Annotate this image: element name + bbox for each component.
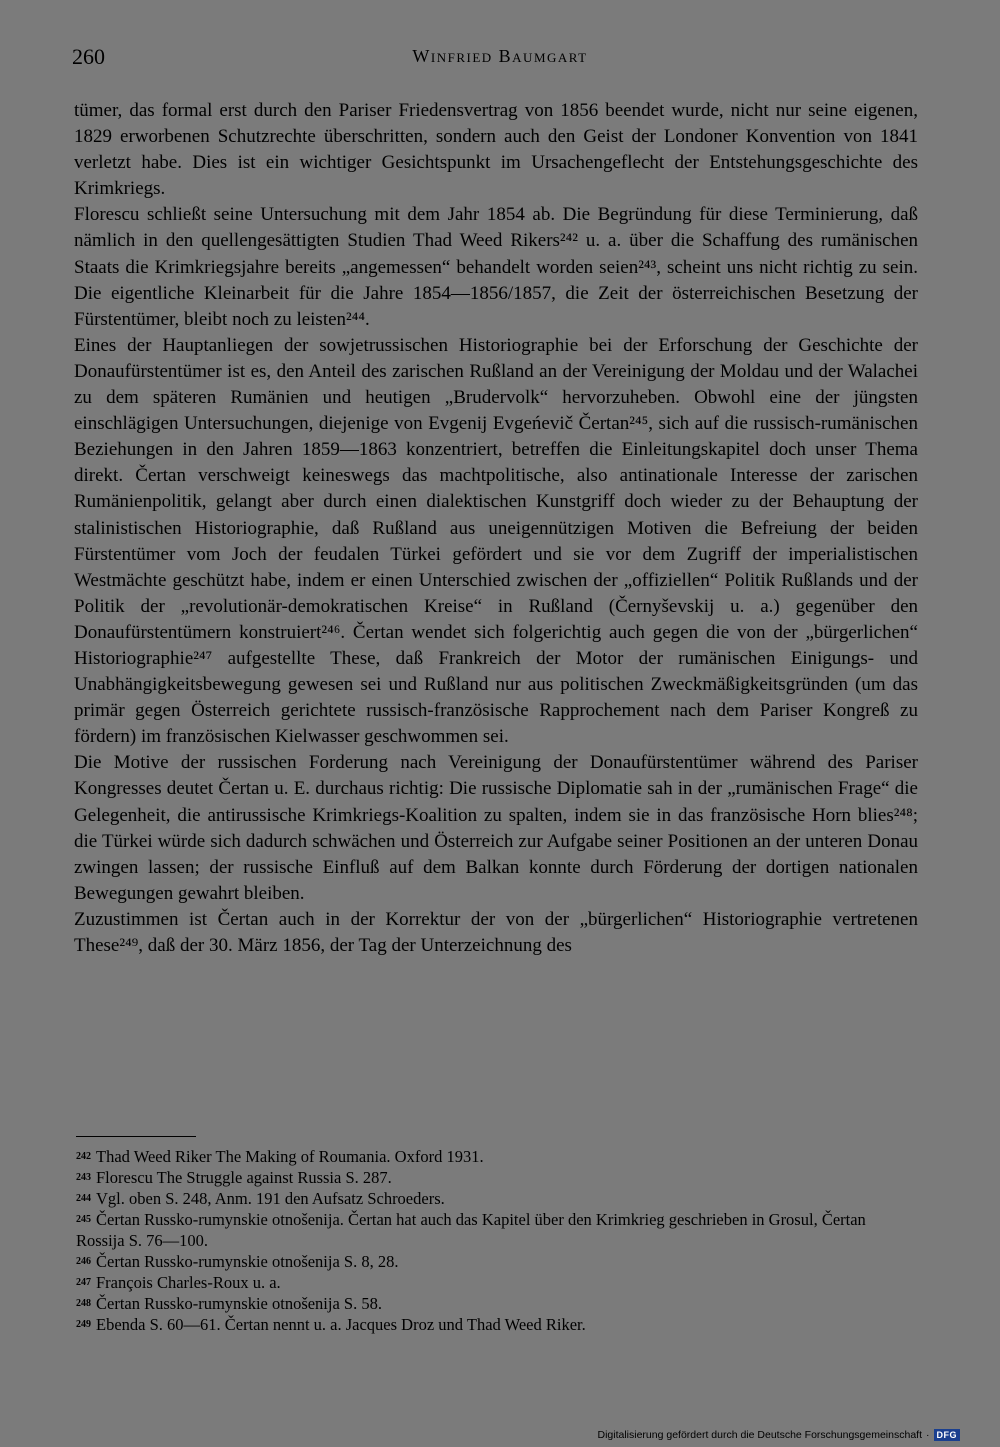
footnote [76, 1188, 918, 1209]
footnotes [76, 1146, 918, 1335]
footnote [76, 1293, 918, 1314]
footnote [76, 1314, 918, 1335]
footnote-number: 247 [76, 1277, 91, 1288]
body-text [74, 98, 918, 959]
footnote-number: 243 [76, 1172, 91, 1183]
dfg-logo-icon: DFG [934, 1429, 961, 1441]
footnote-text: Čertan Russko-rumynskie otnošenija S. 8, 28. [96, 1252, 399, 1271]
footnote-text: Vgl. oben S. 248, Anm. 191 den Aufsatz Schroeders. [96, 1189, 445, 1208]
paragraph: Die Motive der russischen Forderung nach Vereinigung der Donaufürstentümer während des Pariser Kongresses deutet Čertan u. E. durchaus richtig: Die russische Diplomatie sah in der „rumänischen Frage“ die Gelegenheit, die antirussische Krimkriegs-Koalition zu spalten, indem sie in das französische Horn blies²⁴⁸; die Türkei würde sich dadurch schwächen und Österreich zur Aufgabe seiner Positionen an der unteren Donau zwingen lassen; der russische Einfluß auf dem Balkan konnte durch Förderung der dortigen nationalen Bewegungen gewahrt bleiben. [74, 752, 918, 904]
footnote-text: Čertan Russko-rumynskie otnošenija S. 58. [96, 1294, 382, 1313]
footnote-text: François Charles-Roux u. a. [96, 1273, 281, 1292]
digitization-credit [597, 1429, 960, 1441]
paragraph: tümer, das formal erst durch den Pariser Friedensvertrag von 1856 beendet wurde, nicht nur seine eigenen, 1829 erworbenen Schutzrechte überschritten, sondern auch den Geist der Londoner Konvention von 1841 verletzt habe. Dies ist ein wichtiger Gesichtspunkt im Ursachengeflecht der Entstehungsgeschichte des Krimkriegs. [74, 100, 918, 200]
footnote-text: Thad Weed Riker The Making of Roumania. Oxford 1931. [96, 1147, 484, 1166]
footnote [76, 1272, 918, 1293]
footnote-number: 245 [76, 1214, 91, 1225]
footnote [76, 1209, 918, 1251]
footnote [76, 1251, 918, 1272]
footnote-number: 249 [76, 1319, 91, 1330]
running-head: Winfried Baumgart [412, 46, 588, 66]
footnote [76, 1167, 918, 1188]
footnote-divider [76, 1136, 196, 1137]
footnote-text: Čertan Russko-rumynskie otnošenija. Čertan hat auch das Kapitel über den Krimkrieg geschrieben in Grosul, Čertan Rossija S. 76—100. [76, 1210, 866, 1250]
separator: · [926, 1429, 930, 1441]
footnote-number: 248 [76, 1298, 91, 1309]
footnote-number: 244 [76, 1193, 91, 1204]
footnote [76, 1146, 918, 1167]
footnote-text: Florescu The Struggle against Russia S. 287. [96, 1168, 392, 1187]
paragraph: Eines der Hauptanliegen der sowjetrussischen Historiographie bei der Erforschung der Geschichte der Donaufürstentümer ist es, den Anteil des zarischen Rußland an der Vereinigung der Moldau und der Walachei zu dem späteren Rumänien und heutigen „Brudervolk“ hervorzuheben. Obwohl eine der jüngsten einschlägigen Untersuchungen, diejenige von Evgenij Evgeńevič Čertan²⁴⁵, sich auf die russisch-rumänischen Beziehungen in den Jahren 1859—1863 konzentriert, betreffen die Einleitungskapitel doch unser Thema direkt. Čertan verschweigt keineswegs das machtpolitische, also antinationale Interesse der zarischen Rumänienpolitik, gelangt aber durch einen dialektischen Kunstgriff doch wieder zu der Behauptung der stalinistischen Historiographie, daß Rußland aus uneigennützigen Motiven die Befreiung der beiden Fürstentümer vom Joch der feudalen Türkei gefördert und sie vor dem Zugriff der imperialistischen Westmächte geschützt habe, indem er einen Unterschied zwischen der „offiziellen“ Politik Rußlands und der Politik der „revolutionär-demokratischen Kreise“ in Rußland (Černyševskij u. a.) gegenüber den Donaufürstentümern konstruiert²⁴⁶. Čertan wendet sich folgerichtig auch gegen die von der „bürgerlichen“ Historiographie²⁴⁷ aufgestellte These, daß Frankreich der Motor der rumänischen Einigungs- und Unabhängigkeitsbewegung gewesen sei und Rußland nur aus politischen Zweckmäßigkeitsgründen (um das primär gegen Österreich gerichtete russisch-französische Rapprochement nach dem Pariser Kongreß zu fördern) im französischen Kielwasser geschwommen sei. [74, 334, 918, 748]
paragraph: Zuzustimmen ist Čertan auch in der Korrektur der von der „bürgerlichen“ Historiographie vertretenen These²⁴⁹, daß der 30. März 1856, der Tag der Unterzeichnung des [74, 908, 918, 956]
paragraph: Florescu schließt seine Untersuchung mit dem Jahr 1854 ab. Die Begründung für diese Terminierung, daß nämlich in den quellengesättigten Studien Thad Weed Rikers²⁴² u. a. über die Schaffung des rumänischen Staats die Krimkriegsjahre bereits „angemessen“ behandelt worden seien²⁴³, scheint uns nicht richtig zu sein. Die eigentliche Kleinarbeit für die Jahre 1854—1856/1857, die Zeit der österreichischen Besetzung der Fürstentümer, bleibt noch zu leisten²⁴⁴. [74, 204, 918, 330]
credit-text: Digitalisierung gefördert durch die Deutsche Forschungsgemeinschaft [597, 1429, 922, 1441]
footnote-text: Ebenda S. 60—61. Čertan nennt u. a. Jacques Droz und Thad Weed Riker. [96, 1315, 586, 1334]
footnote-number: 242 [76, 1151, 91, 1162]
page-number: 260 [72, 44, 105, 69]
footnote-number: 246 [76, 1256, 91, 1267]
